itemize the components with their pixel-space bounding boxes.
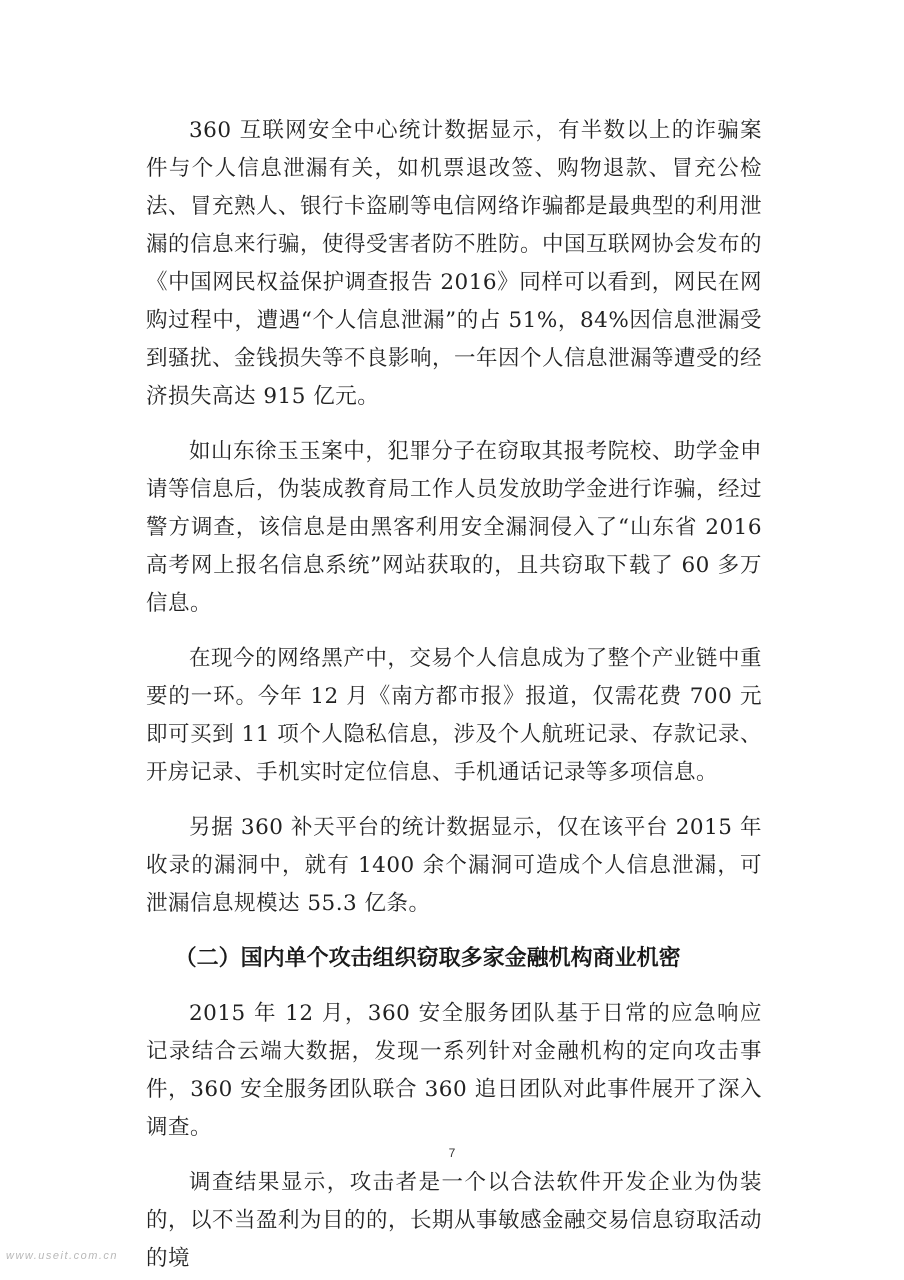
paragraph: 2015 年 12 月，360 安全服务团队基于日常的应急响应记录结合云端大数据，发现一系列针对金融机构的定向攻击事件，360 安全服务团队联合 360 追日团队对此事件展开了深入调查。 xyxy=(146,1001,762,1140)
paragraph: 360 互联网安全中心统计数据显示，有半数以上的诈骗案件与个人信息泄漏有关，如机票退改签、购物退款、冒充公检法、冒充熟人、银行卡盗刷等电信网络诈骗都是最典型的利用泄漏的信息来行骗，使得受害者防不胜防。中国互联网协会发布的《中国网民权益保护调查报告 2016》同样可以看到，网民在网购过程中，遭遇“个人信息泄漏”的占 51%，84%因信息泄漏受到骚扰、金钱损失等不良影响，一年因个人信息泄漏等遭受的经济损失高达 915 亿元。 xyxy=(146,118,763,409)
paragraph: 如山东徐玉玉案中，犯罪分子在窃取其报考院校、助学金申请等信息后，伪装成教育局工作人员发放助学金进行诈骗，经过警方调查，该信息是由黑客利用安全漏洞侵入了“山东省 2016 高考网上报名信息系统”网站获取的，且共窃取下载了 60 多万信息。 xyxy=(146,439,763,616)
page-number: 7 xyxy=(448,1146,456,1160)
paragraph: 在现今的网络黑产中，交易个人信息成为了整个产业链中重要的一环。今年 12 月《南方都市报》报道，仅需花费 700 元即可买到 11 项个人隐私信息，涉及个人航班记录、存款记录、开房记录、手机实时定位信息、手机通话记录等多项信息。 xyxy=(146,646,762,785)
section-heading: （二）国内单个攻击组织窃取多家金融机构商业机密 xyxy=(174,946,681,971)
document-body xyxy=(146,112,762,1278)
paragraph: 调查结果显示，攻击者是一个以合法软件开发企业为伪装的，以不当盈利为目的的，长期从事敏感金融交易信息窃取活动的境 xyxy=(146,1170,763,1271)
paragraph: 另据 360 补天平台的统计数据显示，仅在该平台 2015 年收录的漏洞中，就有 1400 余个漏洞可造成个人信息泄漏，可泄漏信息规模达 55.3 亿条。 xyxy=(146,815,762,916)
site-watermark: www.useit.com.cn xyxy=(6,1250,119,1262)
